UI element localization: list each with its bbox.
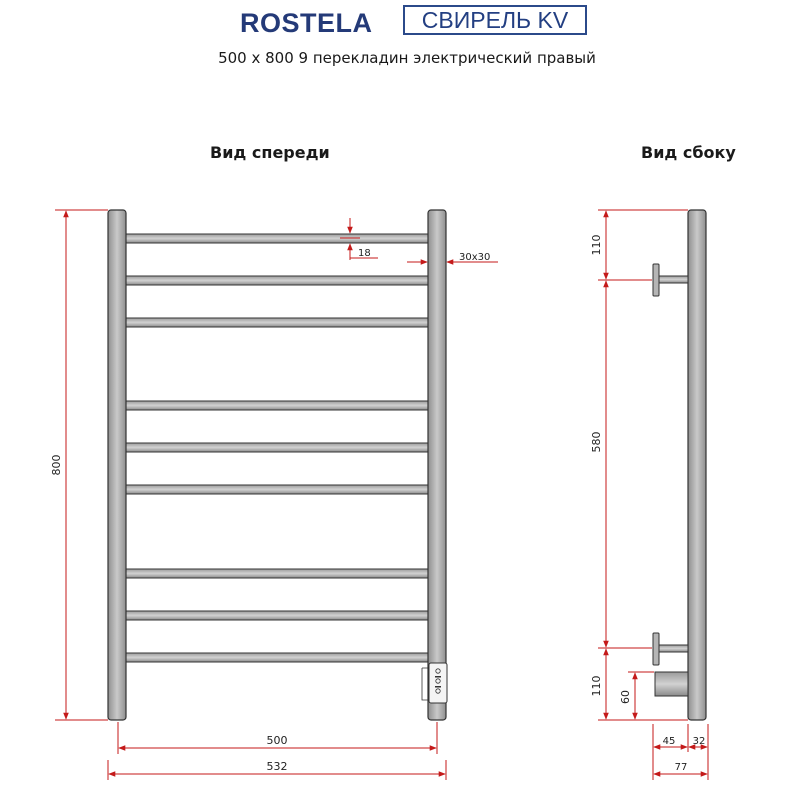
dim-depth-mount-label: 45 <box>662 736 676 747</box>
right-tube <box>428 210 446 720</box>
dim-top-offset-label: 110 <box>590 234 603 256</box>
model-name: СВИРЕЛЬ KV <box>421 6 569 33</box>
top-wall-mount <box>653 264 688 296</box>
rung-8 <box>126 611 428 620</box>
side-tube <box>688 210 706 720</box>
dim-height-label: 800 <box>50 454 63 476</box>
dim-depth-tube-label: 32 <box>692 736 706 747</box>
rung-7 <box>126 569 428 578</box>
rung-9 <box>126 653 428 662</box>
side-view-title: Вид сбоку <box>641 143 736 162</box>
rungs <box>126 234 428 662</box>
rung-6 <box>126 485 428 494</box>
side-view <box>590 210 708 780</box>
dim-heater-height-label: 60 <box>619 690 632 704</box>
dim-inner-width-label: 500 <box>266 734 288 747</box>
dimension-side-vertical <box>598 210 688 720</box>
dim-rung-spacing-label: 18 <box>358 248 371 259</box>
bottom-wall-mount <box>653 633 688 665</box>
left-tube <box>108 210 126 720</box>
rung-3 <box>126 318 428 327</box>
rung-2 <box>126 276 428 285</box>
dim-outer-width-label: 532 <box>266 760 288 773</box>
heater-control <box>422 663 447 703</box>
side-heater-block <box>655 672 688 696</box>
rung-1 <box>126 234 428 243</box>
rung-4 <box>126 401 428 410</box>
rung-5 <box>126 443 428 452</box>
dim-profile-label: 30x30 <box>459 252 491 263</box>
brand-name: ROSTELA <box>240 7 373 38</box>
front-view-title: Вид спереди <box>210 143 330 162</box>
dim-depth-total-label: 77 <box>674 762 688 773</box>
product-subtitle: 500 x 800 9 перекладин электрический правый <box>218 49 596 67</box>
front-view <box>50 210 498 780</box>
dim-mount-span-label: 580 <box>590 431 603 453</box>
dim-bottom-offset-label: 110 <box>590 675 603 697</box>
